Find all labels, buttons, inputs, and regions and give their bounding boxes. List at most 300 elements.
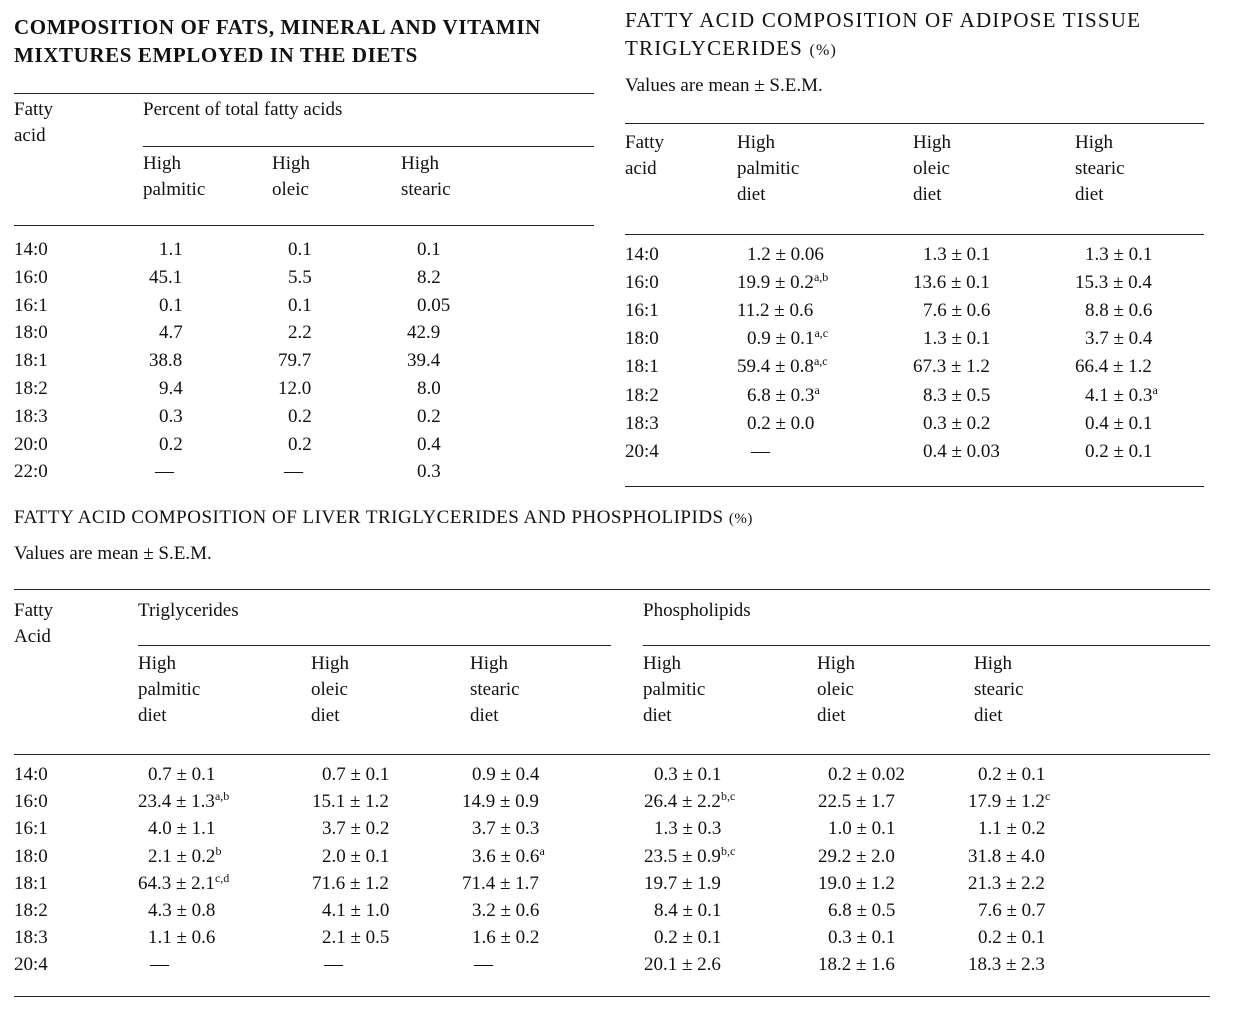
table1-cell (159, 403, 183, 430)
table1-cell (278, 347, 311, 374)
table2-cell (747, 241, 824, 268)
table3-cell-footnote: b,c (720, 843, 736, 858)
table3-cell-value: 71.4 ± 1.7 (462, 872, 539, 894)
table1-row-label: 16:0 (14, 266, 48, 288)
table2-row-label: 18:2 (625, 384, 659, 406)
table3-cell-value: 7.6 ± 0.7 (978, 900, 1046, 921)
table3-cell (148, 815, 215, 842)
table1-cell (417, 403, 441, 430)
table3-top-rule (14, 589, 1210, 590)
table2-cell-value: 67.3 ± 1.2 (913, 356, 990, 378)
table1-cell-value: 0.2 (417, 405, 441, 427)
table3-cell-value: 22.5 ± 1.7 (818, 791, 895, 813)
table3-cell (474, 951, 493, 978)
table2-cell-value: 11.2 ± 0.6 (737, 300, 814, 322)
table3-col-3-line1: High (470, 653, 508, 674)
table2-fatty-acid-header (625, 130, 664, 182)
table2-col-2-line2: oleic (913, 158, 950, 180)
table3-triglycerides-rule (138, 645, 611, 646)
table3-cell (324, 951, 343, 978)
table2-cell (923, 241, 990, 268)
table1-spanner: Percent of total fatty acids (143, 99, 343, 120)
table2-cell-value: 13.6 ± 0.1 (913, 272, 990, 294)
table3-cell-value: — (324, 954, 343, 976)
table1-spanner-rule (143, 146, 594, 147)
table1-title-line1: COMPOSITION OF FATS, MINERAL AND VITAMIN (14, 15, 541, 39)
table1-top-rule (14, 93, 594, 94)
table3-cell (322, 761, 389, 788)
table3-col-2-line1: High (311, 653, 349, 674)
table3-cell (968, 870, 1045, 897)
table3-cell (968, 951, 1045, 978)
table2-col-2-line1: High (913, 132, 951, 153)
table3-col-header-1 (138, 651, 200, 730)
table3-cell (828, 761, 905, 788)
table1-cell (288, 292, 312, 319)
table3-cell (818, 788, 895, 815)
table3-row-label: 16:0 (14, 791, 48, 813)
table3-cell-value: 0.7 ± 0.1 (148, 764, 216, 785)
table3-cell (472, 815, 539, 842)
table2-cell (1085, 382, 1158, 409)
table1-cell-value: 39.4 (407, 350, 441, 372)
table3-cell-value: 19.0 ± 1.2 (818, 872, 895, 894)
table3-col-5-line2: oleic (817, 679, 854, 701)
table1-row-label: 14:0 (14, 239, 48, 260)
table2-col-3-line1: High (1075, 132, 1113, 153)
table3-cell (312, 870, 389, 897)
table2-cell (747, 325, 828, 352)
table2-cell-value: 4.1 ± 0.3 (1085, 384, 1153, 406)
table1-row-label: 18:0 (14, 322, 48, 344)
table3-cell (654, 897, 721, 924)
table3-cell-value: 4.0 ± 1.1 (148, 818, 216, 840)
table1-cell (407, 347, 440, 374)
table3-cell-value: 21.3 ± 2.2 (968, 872, 1045, 894)
table3-col-6-line1: High (974, 653, 1012, 674)
table3-cell (644, 843, 735, 870)
table3-cell (138, 788, 229, 815)
table3-row-label: 18:1 (14, 872, 48, 894)
table3-cell-value: 8.4 ± 0.1 (654, 900, 722, 921)
table2-cell-value: 0.2 ± 0.1 (1085, 440, 1153, 462)
table2-title-unit: (%) (809, 41, 838, 59)
table3-cell (654, 815, 721, 842)
table3-col-1-line1: High (138, 653, 176, 674)
table3-cell-value: 4.1 ± 1.0 (322, 900, 390, 921)
table3-cell-value: 1.1 ± 0.2 (978, 818, 1046, 840)
table3-title: FATTY ACID COMPOSITION OF LIVER TRIGLYCERIDES AND PHOSPHOLIPIDS (14, 507, 724, 528)
table1-acid-label: acid (14, 125, 46, 147)
table3-cell-value: 0.9 ± 0.4 (472, 764, 540, 785)
table2-col-1-line1: High (737, 132, 775, 153)
table1-cell (417, 375, 441, 402)
table3-bottom-rule (14, 996, 1210, 997)
table1-cell-value: 42.9 (407, 322, 441, 344)
table3-cell (462, 788, 539, 815)
table3-row-label: 18:3 (14, 927, 48, 949)
table2-cell-value: 6.8 ± 0.3 (747, 384, 815, 406)
table2-cell-value: 8.3 ± 0.5 (923, 384, 991, 406)
table3-cell-value: 2.1 ± 0.5 (322, 927, 390, 949)
table2-cell (737, 269, 828, 296)
table3-cell-value: 1.3 ± 0.3 (654, 818, 722, 840)
table3-cell-value: 3.6 ± 0.6 (472, 845, 540, 867)
table3-col-3-line2: stearic (470, 679, 520, 701)
table2-row-label: 16:1 (625, 300, 659, 322)
table3-row-label: 18:2 (14, 900, 48, 921)
table2-cell-value: 3.7 ± 0.4 (1085, 328, 1153, 350)
table1-col-2-line1: High (272, 153, 310, 174)
table2-cell (923, 297, 990, 324)
table2-cell (1085, 297, 1152, 324)
table1-col-header-2 (272, 151, 310, 203)
table1-cell (417, 236, 441, 263)
table2-cell-footnote: a,b (813, 270, 829, 285)
table3-cell-value: 17.9 ± 1.2 (968, 791, 1045, 813)
table1-row-label: 16:1 (14, 294, 48, 316)
table3-col-2-line2: oleic (311, 679, 348, 701)
table2-col-1-line3: diet (737, 184, 766, 206)
table3-cell (968, 788, 1050, 815)
table3-col-4-line1: High (643, 653, 681, 674)
table3-col-header-4 (643, 651, 705, 730)
table3-cell (150, 951, 169, 978)
table3-cell (968, 843, 1045, 870)
table2-cell-value: 0.9 ± 0.1 (747, 328, 815, 350)
table3-cell-value: 4.3 ± 0.8 (148, 900, 216, 921)
table2-cell-value: 1.3 ± 0.1 (923, 328, 991, 350)
table2-title-line2-wrap (625, 35, 1141, 63)
table3-col-3-line3: diet (470, 705, 499, 727)
table2-title-line1: FATTY ACID COMPOSITION OF ADIPOSE TISSUE (625, 8, 1142, 32)
table2-cell-value: 66.4 ± 1.2 (1075, 356, 1152, 378)
table1-row-label: 22:0 (14, 461, 48, 483)
table1-cell (407, 319, 440, 346)
table1-cell-value: 0.2 (288, 433, 312, 455)
table1-cell-value: 8.2 (417, 266, 441, 288)
table2-cell (923, 382, 990, 409)
table3-cell (644, 870, 721, 897)
table2-row-label: 20:4 (625, 440, 659, 462)
table3-spanner-phospholipids: Phospholipids (643, 600, 751, 621)
table3-cell-value: 3.7 ± 0.3 (472, 818, 540, 840)
table2-cell (737, 353, 828, 380)
table1-cell-value: 0.3 (159, 405, 183, 427)
table3-cell (818, 843, 895, 870)
table3-row-label: 14:0 (14, 764, 48, 785)
table3-cell (644, 951, 721, 978)
table3-row-label: 20:4 (14, 954, 48, 976)
table2-acid-label: acid (625, 158, 657, 180)
table3-cell-value: 0.2 ± 0.1 (654, 927, 722, 949)
table1-cell (159, 375, 183, 402)
table2-cell-value: 7.6 ± 0.6 (923, 300, 991, 322)
table3-spanner-triglycerides: Triglycerides (138, 600, 239, 621)
table1-col-3-line1: High (401, 153, 439, 174)
table2-cell-value: 19.9 ± 0.2 (737, 272, 814, 294)
table1-cell-value: 2.2 (288, 322, 312, 344)
table3-cell-value: 20.1 ± 2.6 (644, 954, 721, 976)
table1-cell (159, 431, 183, 458)
table2-fatty-label: Fatty (625, 132, 665, 153)
table3-cell-value: 2.1 ± 0.2 (148, 845, 216, 867)
table1-cell (417, 431, 441, 458)
table1-cell-value: 1.1 (159, 239, 183, 260)
table1-row-label: 18:1 (14, 350, 48, 372)
table2-cell (751, 438, 770, 465)
table1-fatty-label: Fatty (14, 99, 54, 120)
table2-col-3-line3: diet (1075, 184, 1104, 206)
table1-cell (159, 319, 183, 346)
table2-cell-value: 8.8 ± 0.6 (1085, 300, 1153, 322)
table1-cell-value: 0.1 (288, 239, 312, 260)
table3-acid-label: Acid (14, 626, 51, 648)
table3-col-1-line2: palmitic (138, 679, 201, 701)
table1-cell (417, 292, 450, 319)
table1-fatty-acid-header (14, 97, 53, 149)
table3-cell-footnote: a (539, 843, 545, 858)
table3-cell-value: 1.6 ± 0.2 (472, 927, 540, 949)
table1-cell (149, 347, 182, 374)
table2-cell-footnote: a (1152, 382, 1158, 397)
table3-cell (322, 897, 389, 924)
table2-col-1-line2: palmitic (737, 158, 800, 180)
table2-cell (923, 410, 990, 437)
table1-col-1-line2: palmitic (143, 179, 206, 201)
table2-col-header-1 (737, 130, 799, 209)
table1-cell (155, 458, 174, 485)
table3-cell (322, 924, 389, 951)
table3-phospholipids-rule (643, 645, 1210, 646)
table1-cell-value: 0.4 (417, 433, 441, 455)
table3-col-header-5 (817, 651, 855, 730)
table3-cell (472, 761, 539, 788)
table1-row-label: 18:3 (14, 405, 48, 427)
table1-cell (288, 264, 312, 291)
table3-cell-value: 23.4 ± 1.3 (138, 791, 215, 813)
table3-title-wrap (14, 505, 753, 530)
table1-cell (288, 403, 312, 430)
table1-cell-value: 0.3 (417, 461, 441, 483)
table1-cell (284, 458, 303, 485)
table3-cell-value: 0.3 ± 0.1 (654, 764, 722, 785)
table3-cell (818, 951, 895, 978)
table2-cell (747, 382, 820, 409)
table3-cell-value: 71.6 ± 1.2 (312, 872, 389, 894)
table1-cell (149, 264, 182, 291)
table3-cell-value: 29.2 ± 2.0 (818, 845, 895, 867)
table3-cell (978, 924, 1045, 951)
table3-cell (828, 924, 895, 951)
table2-cell-value: — (751, 440, 770, 462)
table2-cell-value: 1.2 ± 0.06 (747, 244, 824, 265)
table1-cell (288, 319, 312, 346)
table3-cell-footnote: b (215, 843, 222, 858)
table2-cell-value: 1.3 ± 0.1 (923, 244, 991, 265)
table3-cell-value: 26.4 ± 2.2 (644, 791, 721, 813)
table2-cell-footnote: a (814, 382, 820, 397)
table3-cell-value: 3.7 ± 0.2 (322, 818, 390, 840)
table3-cell-value: 3.2 ± 0.6 (472, 900, 540, 921)
table1-cell (278, 375, 311, 402)
table3-cell (654, 761, 721, 788)
table2-row-label: 18:1 (625, 356, 659, 378)
table2-cell-footnote: a,c (813, 354, 828, 369)
table3-cell (322, 843, 389, 870)
table3-cell (148, 761, 215, 788)
table3-row-label: 16:1 (14, 818, 48, 840)
table3-cell-value: 31.8 ± 4.0 (968, 845, 1045, 867)
table2-cell (923, 325, 990, 352)
table2-cell (1085, 410, 1152, 437)
table3-cell (148, 924, 215, 951)
table3-cell-value: 0.2 ± 0.1 (978, 764, 1046, 785)
table3-cell-value: 6.8 ± 0.5 (828, 900, 896, 921)
table3-cell (828, 815, 895, 842)
table3-cell (644, 788, 735, 815)
table2-cell-footnote: a,c (814, 326, 829, 341)
table1-cell (288, 236, 312, 263)
table3-cell (138, 870, 229, 897)
table1-col-1-line1: High (143, 153, 181, 174)
table3-cell-value: 0.2 ± 0.02 (828, 764, 905, 785)
table1-row-label: 20:0 (14, 433, 48, 455)
table2-title (625, 7, 1141, 62)
table1-cell-value: — (284, 461, 303, 483)
table2-cell-value: 0.4 ± 0.1 (1085, 412, 1153, 434)
table3-cell (322, 815, 389, 842)
table2-col-header-2 (913, 130, 951, 209)
table1-col-3-line2: stearic (401, 179, 451, 201)
table1-cell (417, 458, 441, 485)
table1-cell (288, 431, 312, 458)
table1-cell-value: 0.1 (288, 294, 312, 316)
table1-row-label: 18:2 (14, 378, 48, 399)
table3-cell-value: 19.7 ± 1.9 (644, 872, 721, 894)
table3-cell (148, 897, 215, 924)
table1-cell-value: 0.2 (159, 433, 183, 455)
table2-cell (747, 410, 814, 437)
table1-cell-value: 45.1 (149, 266, 183, 288)
table3-cell-value: 64.3 ± 2.1 (138, 872, 215, 894)
table3-col-header-2 (311, 651, 349, 730)
table2-bottom-rule (625, 486, 1204, 487)
table3-cell (472, 843, 545, 870)
table2-cell-value: 59.4 ± 0.8 (737, 356, 814, 378)
table1-col-header-3 (401, 151, 451, 203)
table3-cell (978, 815, 1045, 842)
table2-cell (1075, 353, 1152, 380)
table1-cell-value: 79.7 (278, 350, 312, 372)
table2-cell (1085, 438, 1152, 465)
table2-cell (913, 269, 990, 296)
table2-cell-value: 0.4 ± 0.03 (923, 440, 1000, 462)
table2-cell (737, 297, 813, 324)
table3-cell-value: 18.3 ± 2.3 (968, 954, 1045, 976)
table3-col-5-line3: diet (817, 705, 846, 727)
table3-cell (312, 788, 389, 815)
table3-cell-value: — (474, 954, 493, 976)
table3-col-4-line2: palmitic (643, 679, 706, 701)
table3-cell-footnote: c (1044, 789, 1051, 804)
table3-cell-footnote: c,d (214, 870, 230, 885)
table3-cell (978, 761, 1045, 788)
table3-col-2-line3: diet (311, 705, 340, 727)
table1-header-rule (14, 225, 594, 226)
table2-cell (1085, 325, 1152, 352)
table2-cell (1085, 241, 1152, 268)
table1-cell-value: 12.0 (278, 378, 312, 399)
table1-cell-value: 38.8 (149, 350, 183, 372)
table3-cell (472, 897, 539, 924)
table1-cell (417, 264, 441, 291)
table2-cell-value: 1.3 ± 0.1 (1085, 244, 1153, 265)
table3-cell (818, 870, 895, 897)
table3-cell (148, 843, 221, 870)
table2-note: Values are mean ± S.E.M. (625, 75, 823, 96)
table1-cell-value: 5.5 (288, 266, 312, 288)
table3-cell-value: 0.2 ± 0.1 (978, 927, 1046, 949)
table3-fatty-acid-header (14, 598, 53, 650)
table3-cell-value: 1.1 ± 0.6 (148, 927, 216, 949)
table2-row-label: 18:0 (625, 328, 659, 350)
table3-cell-value: 18.2 ± 1.6 (818, 954, 895, 976)
table3-cell-value: 23.5 ± 0.9 (644, 845, 721, 867)
table3-cell (462, 870, 539, 897)
table1-cell (159, 236, 183, 263)
table2-col-3-line2: stearic (1075, 158, 1125, 180)
table2-top-rule (625, 123, 1204, 124)
table3-title-unit: (%) (728, 511, 753, 527)
table1-cell-value: 0.1 (417, 239, 441, 260)
table1-col-header-1 (143, 151, 205, 203)
table3-cell-value: 1.0 ± 0.1 (828, 818, 896, 840)
table3-cell-value: 0.7 ± 0.1 (322, 764, 390, 785)
table3-col-header-6 (974, 651, 1024, 730)
table3-cell-footnote: b,c (720, 789, 736, 804)
table2-col-2-line3: diet (913, 184, 942, 206)
table2-header-rule (625, 234, 1204, 235)
table3-col-4-line3: diet (643, 705, 672, 727)
table2-row-label: 16:0 (625, 272, 659, 294)
table2-cell (913, 353, 990, 380)
table3-cell (472, 924, 539, 951)
table3-fatty-label: Fatty (14, 600, 54, 621)
table3-cell (828, 897, 895, 924)
table2-cell-value: 0.3 ± 0.2 (923, 412, 991, 434)
table1-cell (159, 292, 183, 319)
table3-cell-footnote: a,b (214, 789, 230, 804)
table3-cell-value: 15.1 ± 1.2 (312, 791, 389, 813)
table3-note: Values are mean ± S.E.M. (14, 543, 212, 564)
table3-cell (654, 924, 721, 951)
table3-cell (978, 897, 1045, 924)
table3-header-rule (14, 754, 1210, 755)
table2-cell (923, 438, 1000, 465)
table1-cell-value: 8.0 (417, 378, 441, 399)
table1-cell-value: 9.4 (159, 378, 183, 399)
table1-title-line2: MIXTURES EMPLOYED IN THE DIETS (14, 42, 418, 67)
table3-col-1-line3: diet (138, 705, 167, 727)
table1-cell-value: 4.7 (159, 322, 183, 344)
table2-cell (1075, 269, 1152, 296)
table1-col-2-line2: oleic (272, 179, 309, 201)
table1-cell-value: — (155, 461, 174, 483)
table2-cell-value: 15.3 ± 0.4 (1075, 272, 1152, 294)
table3-cell-value: 0.3 ± 0.1 (828, 927, 896, 949)
table2-cell-value: 0.2 ± 0.0 (747, 412, 815, 434)
